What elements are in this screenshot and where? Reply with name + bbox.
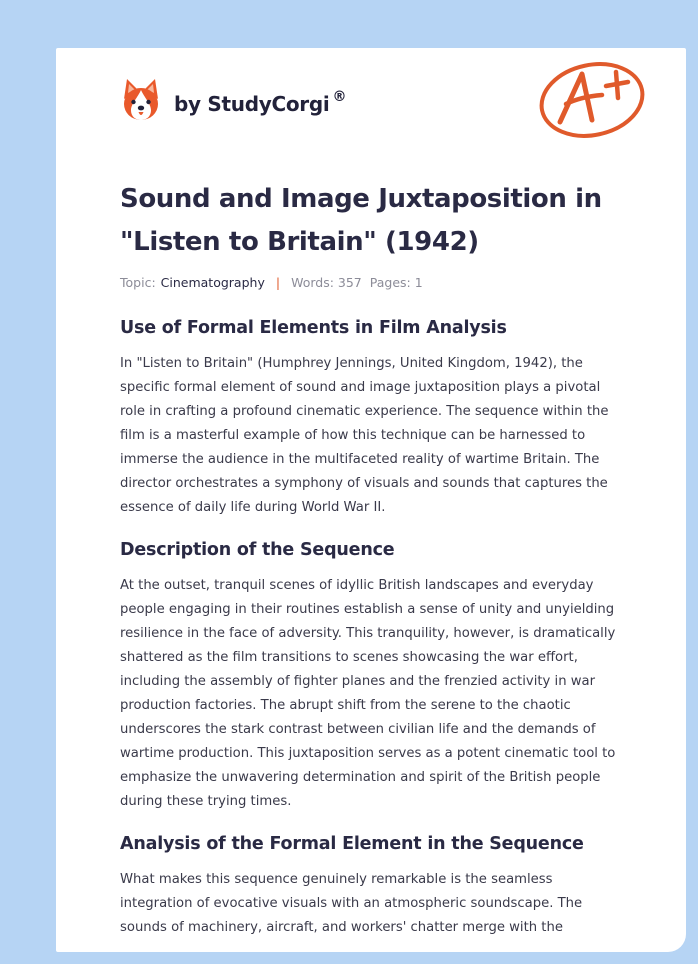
topic-label: Topic:	[120, 275, 156, 290]
document-meta	[120, 275, 628, 290]
corgi-logo-icon	[120, 77, 162, 123]
page-count: Pages: 1	[369, 275, 423, 290]
document-page	[56, 48, 686, 952]
meta-separator: |	[275, 275, 281, 290]
section-paragraph: In "Listen to Britain" (Humphrey Jennings, United Kingdom, 1942), the specific formal element of sound and image juxtaposition plays a pivotal role in crafting a profound cinematic experience. The sequence within the film is a masterful example of how this technique can be harnessed to immerse the audience in the multifaceted reality of wartime Britain. The director orchestrates a symphony of visuals and sounds that captures the essence of daily life during World War II.	[120, 356, 609, 515]
section-paragraph: At the outset, tranquil scenes of idyllic British landscapes and everyday people engaging in their routines establish a sense of unity and unyielding resilience in the face of adversity. This tranquility, however, is dramatically shattered as the film transitions to scenes showcasing the war effort, including the assembly of fighter planes and the frenzied activity in war production factories. The abrupt shift from the serene to the chaotic underscores the stark contrast between civilian life and the demands of wartime production. This juxtaposition serves as a potent cinematic tool to emphasize the unwavering determination and spirit of the British people during these trying times.	[120, 578, 616, 809]
topic-link[interactable]: Cinematography	[160, 275, 265, 290]
section-heading: Description of the Sequence	[120, 540, 395, 560]
a-plus-grade-icon	[536, 58, 648, 146]
brand-logo[interactable]	[120, 74, 346, 126]
section-heading: Use of Formal Elements in Film Analysis	[120, 318, 507, 338]
section-heading: Analysis of the Formal Element in the Sequence	[120, 834, 584, 854]
document-title: Sound and Image Juxtaposition in "Listen to Britain" (1942)	[120, 184, 602, 257]
section-paragraph: What makes this sequence genuinely remarkable is the seamless integration of evocative visuals with an atmospheric soundscape. The sounds of machinery, aircraft, and workers' chatter merge with the	[120, 872, 583, 935]
brand-name: by StudyCorgi ®	[174, 89, 347, 116]
word-count: Words: 357	[291, 275, 362, 290]
document-content	[120, 178, 628, 940]
